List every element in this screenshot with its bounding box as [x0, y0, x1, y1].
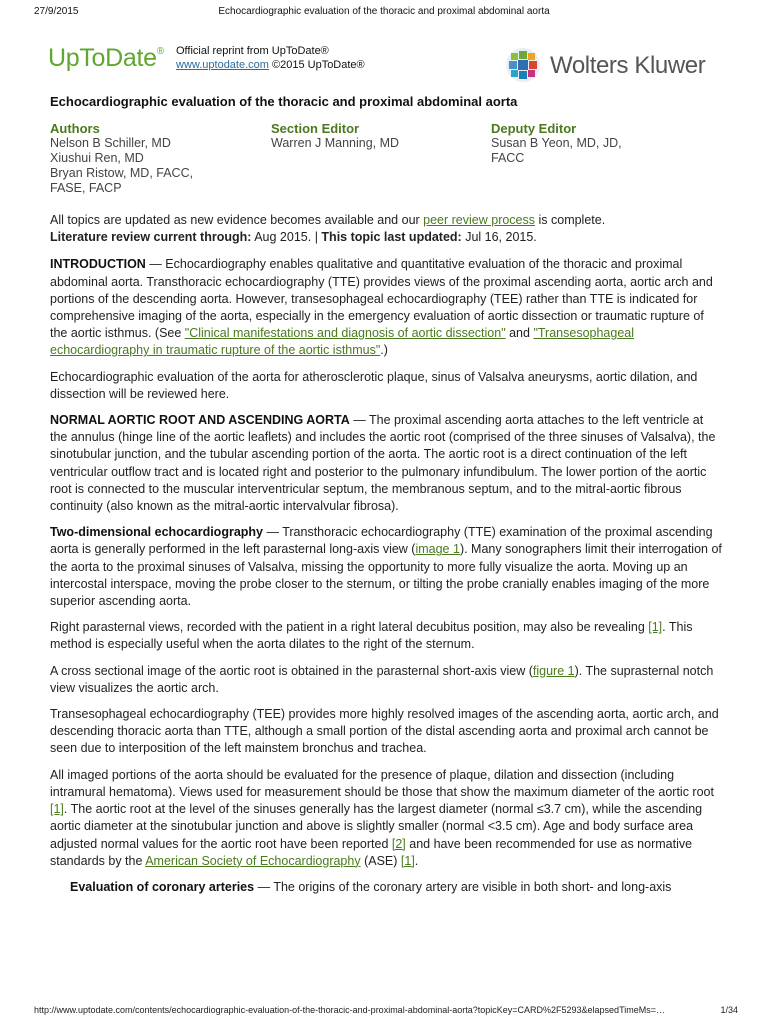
lit-review-label: Literature review current through:	[50, 230, 252, 245]
reference-link[interactable]: [1]	[50, 802, 64, 817]
update-notice: All topics are updated as new evidence becomes available and our peer review process is complete. Literature review current through: Aug 2015. | This topic last updated: Jul 16, 2015.	[50, 213, 606, 245]
page-number: 1/34	[720, 1005, 738, 1015]
reference-link[interactable]: [2]	[391, 836, 406, 851]
wolters-kluwer-wordmark: Wolters Kluwer	[550, 52, 706, 79]
print-header	[0, 6, 768, 20]
coronary-heading: Evaluation of coronary arteries	[70, 879, 255, 894]
print-title: Echocardiographic evaluation of the thoracic and proximal abdominal aorta	[218, 6, 550, 17]
deputy-editor-name: Susan B Yeon, MD, JD,	[491, 136, 622, 150]
uptodate-site-link[interactable]: www.uptodate.com	[176, 59, 269, 71]
coronary-paragraph: Evaluation of coronary arteries — The origins of the coronary artery are visible in both short- and long-axis	[70, 879, 672, 894]
contributors	[50, 121, 740, 201]
reprint-line: Official reprint from UpToDate®	[176, 45, 329, 57]
deputy-editor-column	[491, 121, 711, 166]
ase-link[interactable]: American Society of Echocardiography	[145, 853, 361, 868]
introduction-paragraph: INTRODUCTION — Echocardiography enables qualitative and quantitative evaluation of the thoracic and proximal abdominal aorta. Transthoracic echocardiography (TTE) provides views of the proximal ascending aorta, aortic arch and portions of the descending aorta. However, transesophageal echocardiography (TEE) rather than TTE is indicated for comprehensive imaging of the aorta, especially in the emergency evaluation of aortic dissection or traumatic rupture of the aortic isthmus. (See "Clinical manifestations and diagnosis of aortic dissection" and "Transesophageal echocardiography in traumatic rupture of the aortic isthmus".)	[50, 257, 713, 358]
peer-review-link[interactable]: peer review process	[423, 213, 536, 227]
author-name: FASE, FACP	[50, 181, 122, 195]
right-parasternal-paragraph: Right parasternal views, recorded with the patient in a right lateral decubitus position, may also be revealing [1]. This method is especially useful when the aorta dilates to the right of the sternum.	[50, 620, 693, 652]
two-dimensional-paragraph: Two-dimensional echocardiography — Transthoracic echocardiography (TTE) examination of the proximal ascending aorta is generally performed in the left parasternal long-axis view (image 1). Many sonographers limit their interrogation of the aorta to the proximal sinuses of Valsalva, missing the opportunity to more fully visualize the aorta. Moving up an intercostal interspace, moving the probe closer to the sternum, or tilting the probe cranially enables imaging of the more superior ascending aorta.	[50, 525, 722, 609]
cross-sectional-paragraph: A cross sectional image of the aortic root is obtained in the parasternal short-axis view (figure 1). The suprasternal notch view visualizes the aortic arch.	[50, 663, 714, 695]
author-name: Nelson B Schiller, MD	[50, 136, 171, 150]
last-updated-label: This topic last updated:	[321, 230, 462, 245]
two-dimensional-heading: Two-dimensional echocardiography	[50, 525, 263, 540]
normal-aortic-root-paragraph: NORMAL AORTIC ROOT AND ASCENDING AORTA — The proximal ascending aorta attaches to the left ventricle at the annulus (hinge line of the aortic leaflets) and includes the aortic root (comprised of the three sinuses of Valsalva), the sinotubular junction, and the tubular ascending portion of the aorta. The aortic root is a direct continuation of the left ventricular outflow tract and is located right and posterior to the pulmonary infundibulum. The lower portion of the aortic root is connected to the muscular interventricular septum, the membranous septum, and to the mitral-aortic fibrous continuity (also known as the mitral-aortic intervalvular fibrosa).	[50, 413, 716, 514]
authors-heading: Authors	[50, 121, 100, 136]
branding-row	[48, 40, 728, 90]
author-name: Xiushui Ren, MD	[50, 151, 144, 165]
uptodate-logo[interactable]: UpToDate®	[48, 44, 164, 72]
print-footer	[0, 1005, 768, 1019]
author-name: Bryan Ristow, MD, FACC,	[50, 166, 194, 180]
page-url[interactable]: http://www.uptodate.com/contents/echocardiographic-evaluation-of-the-thoracic-and-proximal-abdominal-aorta?topicKey=CARD%2F5293&elapsedTimeMs=…	[34, 1005, 665, 1015]
copyright: ©2015 UpToDate®	[272, 59, 365, 71]
normal-aortic-root-heading: NORMAL AORTIC ROOT AND ASCENDING AORTA	[50, 413, 350, 428]
reprint-notice	[176, 44, 365, 72]
figure-1-link[interactable]: figure 1	[532, 663, 575, 678]
document-title: Echocardiographic evaluation of the thoracic and proximal abdominal aorta	[50, 94, 518, 109]
scope-paragraph: Echocardiographic evaluation of the aorta for atherosclerotic plaque, sinus of Valsalva aneurysms, aortic dilation, and dissection will be reviewed here.	[50, 369, 698, 401]
authors-column	[50, 121, 260, 196]
deputy-editor-name: FACC	[491, 151, 525, 165]
article-body	[50, 212, 722, 905]
section-editor-name: Warren J Manning, MD	[271, 136, 400, 150]
section-editor-column	[271, 121, 481, 151]
image-1-link[interactable]: image 1	[415, 542, 460, 557]
wolters-kluwer-globe-icon	[504, 46, 542, 84]
print-date: 27/9/2015	[34, 6, 79, 17]
deputy-editor-heading: Deputy Editor	[491, 121, 577, 136]
section-editor-heading: Section Editor	[271, 121, 360, 136]
imaged-portions-paragraph: All imaged portions of the aorta should be evaluated for the presence of plaque, dilation and dissection (including intramural hematoma). Views used for measurement should be those that show the maximum diameter of the aortic root [1]. The aortic root at the level of the sinuses generally has the largest diameter (normal ≤3.7 cm), while the ascending aortic diameter at the sinotubular junction and above is slightly smaller (normal <3.5 cm). Age and body surface area adjusted normal values for the aortic root have been reported [2] and have been recommended for use as normative standards by the American Society of Echocardiography (ASE) [1].	[50, 767, 714, 868]
reference-link[interactable]: [1]	[400, 853, 415, 868]
aortic-dissection-link[interactable]: "Clinical manifestations and diagnosis of aortic dissection"	[184, 326, 506, 341]
reference-link[interactable]: [1]	[648, 620, 663, 635]
tee-traumatic-rupture-link[interactable]: "Transesophageal echocardiography in traumatic rupture of the aortic isthmus"	[50, 326, 635, 358]
introduction-heading: INTRODUCTION	[50, 257, 146, 272]
tee-paragraph: Transesophageal echocardiography (TEE) provides more highly resolved images of the ascending aorta, aortic arch, and descending thoracic aorta than TTE, although a small portion of the distal ascending aorta and proximal arch cannot be seen due to interposition of the left mainstem bronchus and trachea.	[50, 707, 719, 756]
wolters-kluwer-logo[interactable]	[504, 46, 714, 84]
